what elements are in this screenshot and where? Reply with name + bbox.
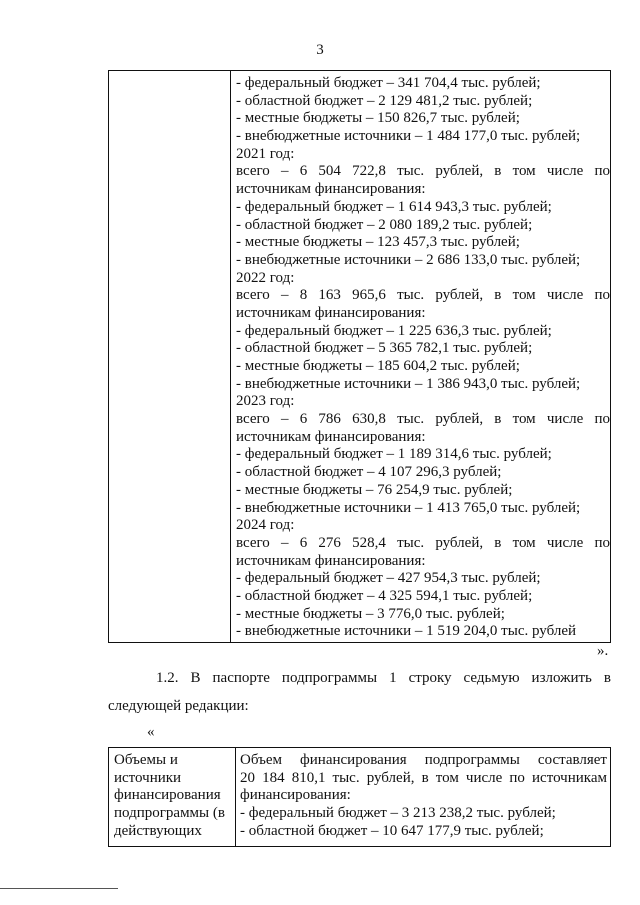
amendment-paragraph: 1.2. В паспорте подпрограммы 1 строку седьмую изложить в следующей редакции: — [108, 670, 611, 714]
table1-text-line: - местные бюджеты – 150 826,7 тыс. рублей; — [236, 110, 520, 127]
table1-text-line: - местные бюджеты – 76 254,9 тыс. рублей; — [236, 481, 513, 498]
table2-label-line: подпрограммы (в — [114, 805, 225, 822]
table1-text-line: - местные бюджеты – 185 604,2 тыс. рублей; — [236, 358, 520, 374]
table2-label-line: действующих — [114, 822, 202, 839]
table1-text-line: источникам финансирования: — [236, 552, 426, 569]
table1-text-line: - областной бюджет – 4 107 296,3 рублей; — [236, 464, 502, 481]
table1-text-line: - федеральный бюджет – 427 954,3 тыс. рублей; — [236, 570, 541, 587]
closing-quote: ». — [597, 643, 609, 659]
table1-text-line: - местные бюджеты – 3 776,0 тыс. рублей; — [236, 605, 505, 622]
table1-text-line: - федеральный бюджет – 1 189 314,6 тыс. рублей; — [236, 446, 552, 463]
table1-text-line: всего – 6 504 722,8 тыс. рублей, в том числе по — [236, 163, 610, 180]
table2-label-line: Объемы и — [114, 752, 178, 768]
table1-text-line: - внебюджетные источники – 2 686 133,0 тыс. рублей; — [236, 251, 581, 268]
table1-text-line: - внебюджетные источники – 1 386 943,0 тыс. рублей; — [236, 375, 581, 392]
table1-text-line: - внебюджетные источники – 1 484 177,0 тыс. рублей; — [236, 128, 581, 145]
table2-right-cell — [236, 748, 611, 847]
table2-text-line: - областной бюджет – 10 647 177,9 тыс. рублей; — [240, 822, 544, 839]
table1-text-line: - областной бюджет – 2 129 481,2 тыс. рублей; — [236, 92, 533, 109]
subprogram-financing-table — [108, 747, 611, 847]
table1-text-line: 2021 год: — [236, 145, 295, 162]
opening-quote: « — [147, 724, 155, 740]
table1-text-line: - федеральный бюджет – 1 614 943,3 тыс. рублей; — [236, 198, 552, 215]
table1-text-line: - федеральный бюджет – 341 704,4 тыс. рублей; — [236, 75, 541, 91]
table1-text-line: 2023 год: — [236, 393, 295, 410]
table1-text-line: - областной бюджет – 2 080 189,2 тыс. рублей; — [236, 216, 533, 233]
table1-text-line: источникам финансирования: — [236, 428, 426, 445]
table1-text-line: всего – 8 163 965,6 тыс. рублей, в том числе по — [236, 287, 610, 304]
table1-text-line: - внебюджетные источники – 1 519 204,0 тыс. рублей — [236, 623, 577, 640]
page-number: 3 — [316, 42, 324, 58]
table1-right-cell — [231, 71, 611, 643]
table1-text-line: 2024 год: — [236, 517, 295, 534]
table2-text-line: финансирования: — [240, 787, 351, 804]
table1-text-line: - областной бюджет – 5 365 782,1 тыс. рублей; — [236, 340, 533, 357]
table1-text-line: всего – 6 786 630,8 тыс. рублей, в том числе по — [236, 411, 610, 428]
table2-text-line: - федеральный бюджет – 3 213 238,2 тыс. рублей; — [240, 805, 556, 822]
table2-text-line: Объем финансирования подпрограммы составляет — [240, 752, 607, 768]
table1-text-line: - местные бюджеты – 123 457,3 тыс. рублей; — [236, 234, 520, 251]
table1-text-line: - федеральный бюджет – 1 225 636,3 тыс. рублей; — [236, 322, 552, 339]
table1-text-line: - внебюджетные источники – 1 413 765,0 тыс. рублей; — [236, 499, 581, 516]
table2-label-line: финансирования — [114, 787, 221, 804]
table1-text-line: 2022 год: — [236, 269, 295, 286]
table1-text-line: - областной бюджет – 4 325 594,1 тыс. рублей; — [236, 587, 533, 604]
table2-label-line: источники — [114, 769, 182, 786]
financing-table-continued — [108, 70, 611, 643]
table2-text-line: 20 184 810,1 тыс. рублей, в том числе по источникам — [240, 769, 607, 786]
table1-text-line: источникам финансирования: — [236, 181, 426, 198]
footnote-separator — [0, 888, 118, 889]
table2-left-cell — [109, 748, 236, 847]
table1-left-cell — [109, 71, 231, 643]
table1-text-line: источникам финансирования: — [236, 304, 426, 321]
table1-text-line: всего – 6 276 528,4 тыс. рублей, в том числе по — [236, 534, 610, 551]
